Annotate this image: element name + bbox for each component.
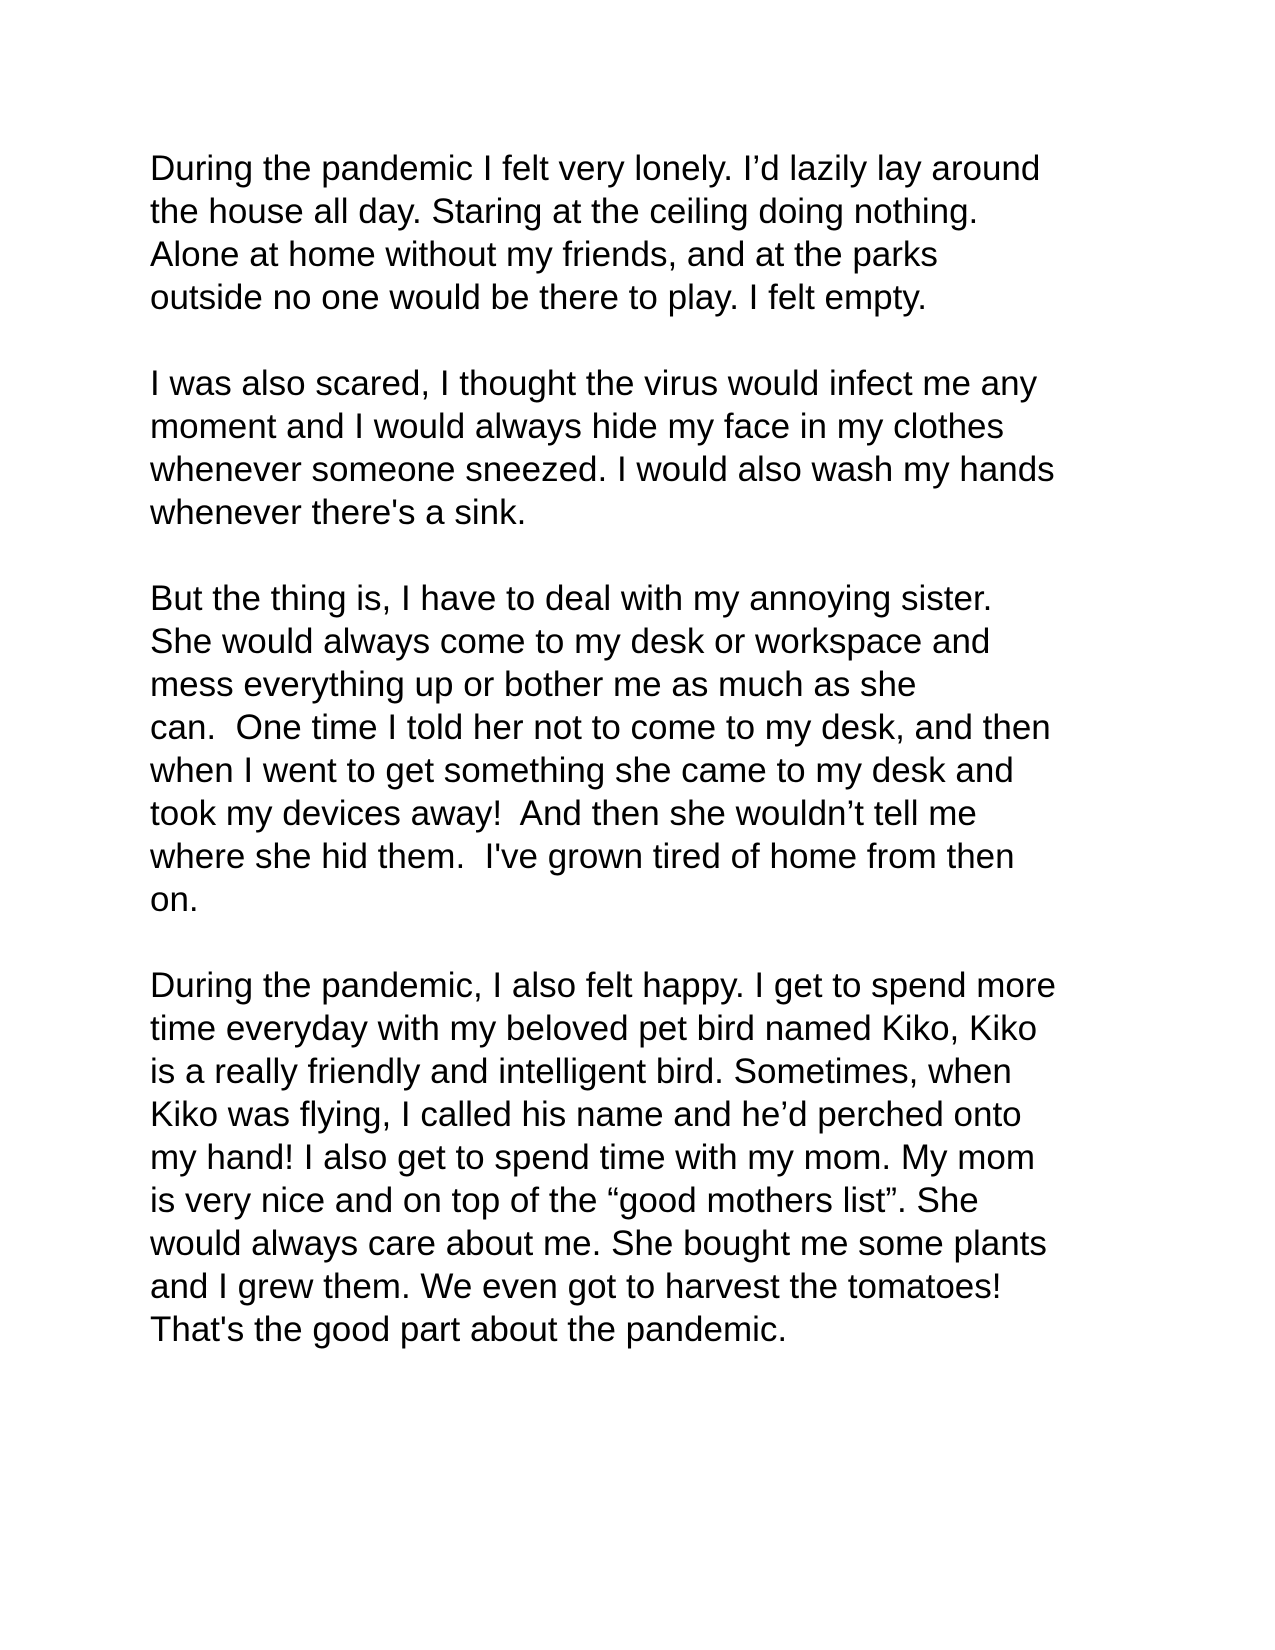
text-line: and I grew them. We even got to harvest the tomatoes! — [150, 1267, 1002, 1306]
text-line: my hand! I also get to spend time with my mom. My mom — [150, 1138, 1036, 1177]
text-line: Alone at home without my friends, and at the parks — [150, 235, 938, 274]
text-line: She would always come to my desk or workspace and — [150, 622, 991, 661]
text-line: when I went to get something she came to my desk and — [150, 751, 1014, 790]
paragraph-1 — [150, 147, 1140, 319]
text-line: moment and I would always hide my face in my clothes — [150, 407, 1004, 446]
text-line: whenever there's a sink. — [150, 493, 527, 532]
text-line: mess everything up or bother me as much as she — [150, 665, 917, 704]
text-line: That's the good part about the pandemic. — [150, 1310, 788, 1349]
text-line: whenever someone sneezed. I would also wash my hands — [150, 450, 1055, 489]
text-line: During the pandemic I felt very lonely. I’d lazily lay around — [150, 149, 1041, 188]
text-line: is a really friendly and intelligent bird. Sometimes, when — [150, 1052, 1012, 1091]
text-line: Kiko was flying, I called his name and he’d perched onto — [150, 1095, 1022, 1134]
text-line: took my devices away! And then she wouldn’t tell me — [150, 794, 977, 833]
text-line: the house all day. Staring at the ceiling doing nothing. — [150, 192, 979, 231]
document-body — [150, 147, 1140, 1394]
text-line: During the pandemic, I also felt happy. I get to spend more — [150, 966, 1056, 1005]
text-line: time everyday with my beloved pet bird named Kiko, Kiko — [150, 1009, 1038, 1048]
text-line: is very nice and on top of the “good mothers list”. She — [150, 1181, 979, 1220]
text-line: outside no one would be there to play. I felt empty. — [150, 278, 927, 317]
text-line: on. — [150, 880, 199, 919]
paragraph-3 — [150, 577, 1140, 921]
text-line: can. One time I told her not to come to my desk, and then — [150, 708, 1051, 747]
text-line: where she hid them. I've grown tired of home from then — [150, 837, 1015, 876]
paragraph-4 — [150, 964, 1140, 1351]
text-line: would always care about me. She bought me some plants — [150, 1224, 1047, 1263]
paragraph-2 — [150, 362, 1140, 534]
text-line: I was also scared, I thought the virus would infect me any — [150, 364, 1038, 403]
text-line: But the thing is, I have to deal with my annoying sister. — [150, 579, 993, 618]
